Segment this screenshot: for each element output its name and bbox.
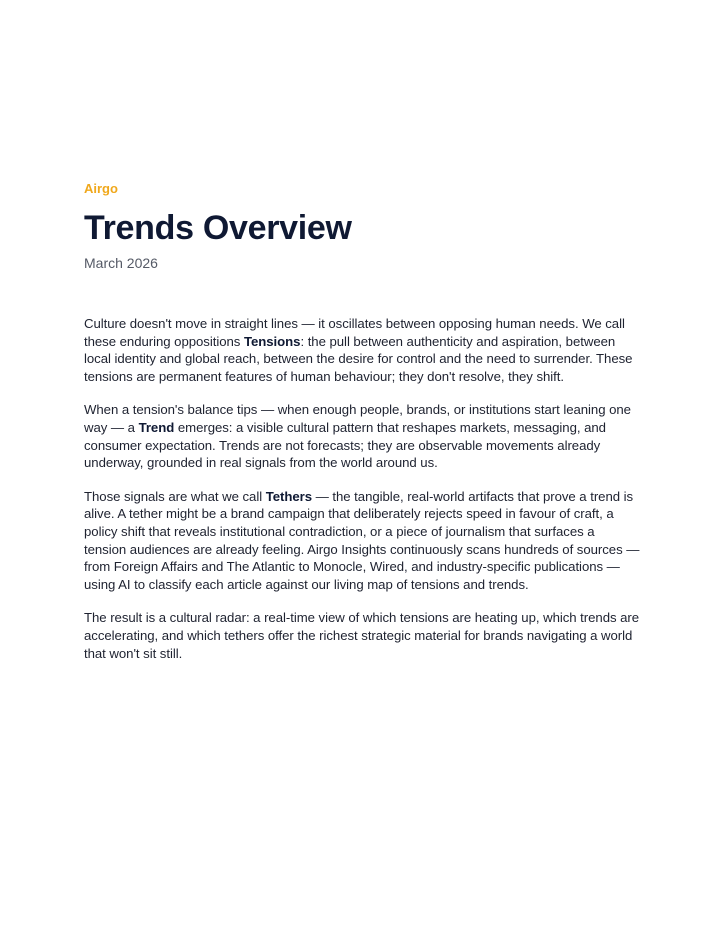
paragraph-text: Culture doesn't move in straight lines — it oscillates between opposing human needs. We call these enduring oppositions bbox=[84, 316, 625, 349]
term-tensions: Tensions bbox=[243, 333, 301, 349]
paragraph-text: — the tangible, real-world artifacts that prove a trend is alive. A tether might be a brand campaign that deliberately rejects speed in favour of craft, a policy shift that reveals institutional contradiction, or a piece of journalism that surfaces a tension audiences are already feeling. Airgo Insights continuously scans hundreds of sources — from Foreign Affairs and The Atlantic to Monocle, Wired, and industry-specific publications — using AI to classify each article against our living map of tensions and trends. bbox=[84, 488, 640, 592]
term-trend: Trend bbox=[138, 419, 175, 435]
term-tethers: Tethers bbox=[265, 488, 313, 504]
document-date: March 2026 bbox=[84, 255, 158, 271]
document-page bbox=[84, 181, 640, 678]
paragraph-text: : the pull between authenticity and aspiration, between local identity and global reach, between the desire for control and the need to surrender. These tensions are permanent features of human behaviour; they don't resolve, they shift. bbox=[84, 333, 633, 384]
document-body bbox=[84, 315, 640, 662]
page-title: Trends Overview bbox=[84, 209, 352, 247]
paragraph-tensions bbox=[84, 315, 640, 385]
paragraph-text: emerges: a visible cultural pattern that reshapes markets, messaging, and consumer expectation. Trends are not forecasts; they are observable movements already underway, grounded in real signals from the world around us. bbox=[84, 419, 606, 471]
brand-label: Airgo bbox=[84, 181, 118, 196]
paragraph-text: When a tension's balance tips — when enough people, brands, or institutions start leaning one way — a bbox=[84, 402, 631, 435]
paragraph-tethers bbox=[84, 488, 640, 594]
paragraph-result: The result is a cultural radar: a real-time view of which tensions are heating up, which trends are accelerating, and which tethers offer the richest strategic material for brands navigating a world that won't sit still. bbox=[84, 610, 640, 661]
paragraph-text: Those signals are what we call bbox=[84, 488, 266, 504]
paragraph-trend bbox=[84, 401, 640, 471]
